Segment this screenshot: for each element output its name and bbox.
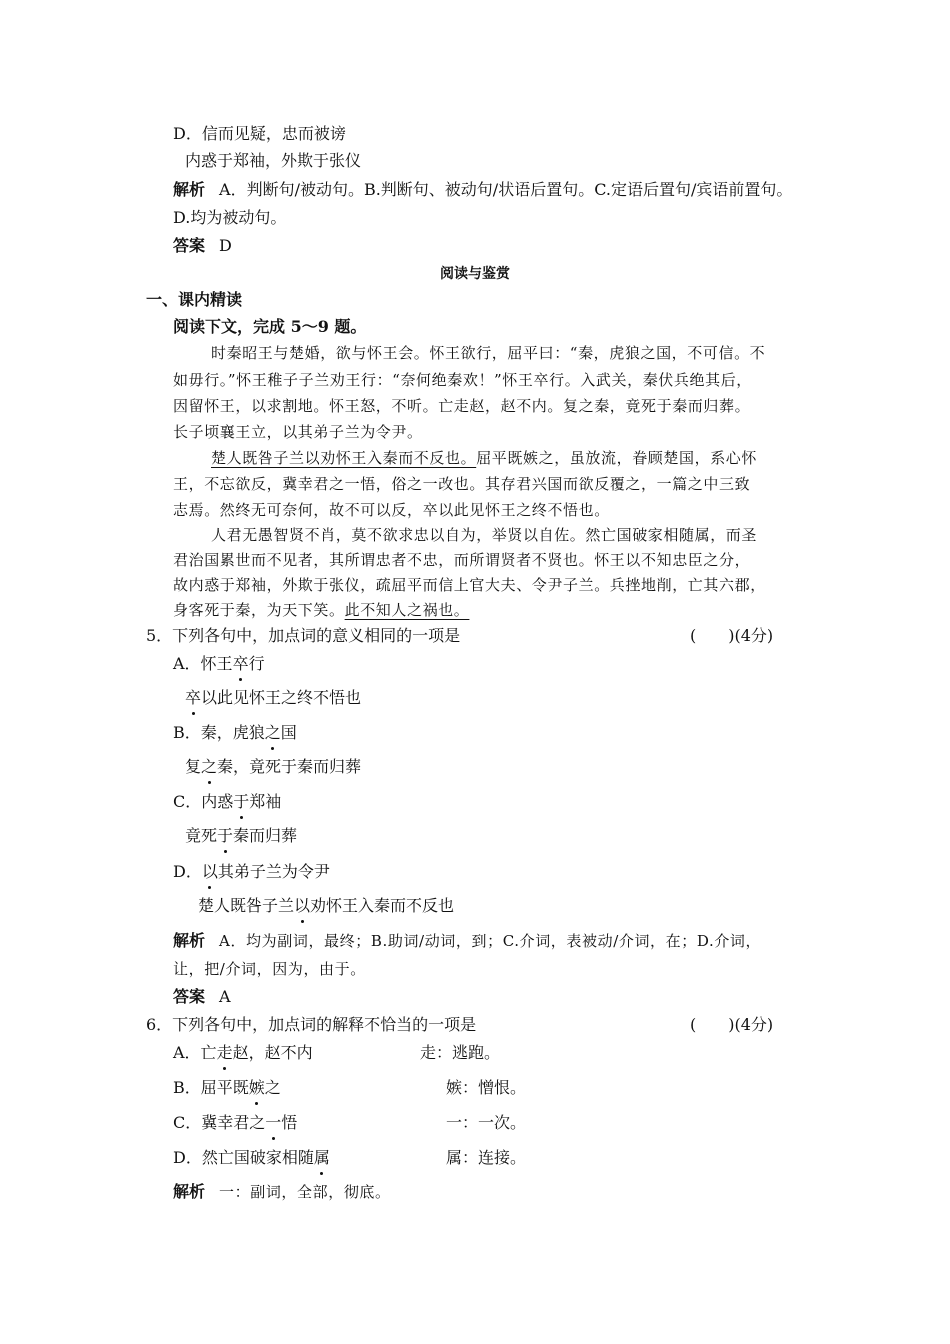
q5-option-d1: D．以其弟子兰为令尹 — [173, 862, 330, 881]
passage-p3-l3: 故内惑于郑袖，外欺于张仪，疏屈平而信上官大夫、令尹子兰。兵挫地削，亡其六郡， — [173, 576, 766, 594]
passage-p2-l3: 志焉。然终无可奈何，故不可以反，卒以此见怀王之终不悟也。 — [173, 501, 610, 519]
q5-option-c1: C．内惑于郑袖 — [173, 792, 282, 811]
q6-gloss-a: 走：逃跑。 — [420, 1043, 501, 1062]
q5-option-b1: B．秦，虎狼之国 — [173, 723, 297, 742]
passage-p2-l1 — [211, 448, 757, 468]
analysis-label: 解析 — [173, 180, 206, 199]
q6-gloss-c: 一：一次。 — [446, 1113, 527, 1132]
q6-stem: 6．下列各句中，加点词的解释不恰当的一项是 — [146, 1015, 477, 1034]
dotted-word: 走 — [216, 1043, 233, 1062]
dotted-word: 于 — [233, 792, 250, 811]
option-d-line2: 内惑于郑袖，外欺于张仪 — [185, 151, 362, 170]
underlined-sentence: 楚人既咎子兰以劝怀王入秦而不反也。 — [211, 449, 477, 467]
q6-option-b: B．屈平既嫉之 — [173, 1078, 281, 1097]
passage-p1-l4: 长子顷襄王立，以其弟子兰为令尹。 — [173, 423, 423, 441]
q6-option-a: A．亡走赵，赵不内 — [173, 1043, 313, 1062]
dotted-word: 一 — [265, 1113, 282, 1132]
dotted-word: 嫉 — [248, 1078, 265, 1097]
instruction: 阅读下文，完成 5～9 题。 — [173, 317, 367, 336]
answer-value: A — [219, 987, 231, 1006]
q5-option-b2: 复之秦，竟死于秦而归葬 — [185, 757, 362, 776]
analysis-text: 一：副词，全部，彻底。 — [219, 1183, 391, 1201]
passage-text: 屈平既嫉之，虽放流，眷顾楚国，系心怀 — [476, 449, 758, 467]
q6-option-c: C．冀幸君之一悟 — [173, 1113, 298, 1132]
q6-gloss-d: 属：连接。 — [446, 1148, 527, 1167]
q6-analysis — [173, 1182, 391, 1202]
passage-p3-l4 — [173, 600, 469, 620]
prev-analysis-line2: D.均为被动句。 — [173, 208, 287, 227]
q5-answer — [173, 987, 231, 1007]
passage-p1-l2: 如毋行。”怀王稚子子兰劝王行：“奈何绝秦欢！”怀王卒行。入武关，秦伏兵绝其后， — [173, 371, 752, 389]
passage-text: 身客死于秦，为天下笑。 — [173, 601, 345, 619]
part-heading: 一、课内精读 — [146, 290, 243, 309]
underlined-sentence: 此不知人之祸也。 — [344, 601, 470, 619]
q5-option-a1: A．怀王卒行 — [173, 654, 265, 673]
passage-p3-l1: 人君无愚智贤不肖，莫不欲求忠以自为，举贤以自佐。然亡国破家相随属，而圣 — [211, 526, 758, 544]
q5-stem: 5．下列各句中，加点词的意义相同的一项是 — [146, 626, 461, 645]
q6-option-d: D．然亡国破家相随属 — [173, 1148, 330, 1167]
dotted-word: 卒 — [185, 688, 202, 707]
answer-value: D — [219, 236, 232, 255]
dotted-word: 之 — [264, 723, 281, 742]
q5-analysis-line1 — [173, 931, 761, 951]
dotted-word: 之 — [201, 757, 218, 776]
passage-p1-l1: 时秦昭王与楚婚，欲与怀王会。怀王欲行，屈平曰：“秦，虎狼之国，不可信。不 — [211, 344, 766, 362]
analysis-text: A．判断句/被动句。B.判断句、被动句/状语后置句。C.定语后置句/宾语前置句。 — [219, 180, 793, 199]
analysis-label: 解析 — [173, 1182, 206, 1201]
q5-option-a2: 卒以此见怀王之终不悟也 — [185, 688, 362, 707]
q5-option-c2: 竟死于秦而归葬 — [185, 826, 298, 845]
q5-option-d2: 楚人既咎子兰以劝怀王入秦而不反也 — [198, 896, 455, 915]
dotted-word: 属 — [313, 1148, 330, 1167]
q6-gloss-b: 嫉：憎恨。 — [446, 1078, 527, 1097]
analysis-label: 解析 — [173, 931, 206, 950]
q5-paren: ( )(4分) — [690, 626, 774, 645]
dotted-word: 于 — [217, 826, 234, 845]
dotted-word: 以 — [294, 896, 311, 915]
answer-label: 答案 — [173, 987, 206, 1006]
dotted-word: 以 — [201, 862, 218, 881]
q6-paren: ( )(4分) — [690, 1015, 774, 1034]
answer-label: 答案 — [173, 236, 206, 255]
q5-analysis-line2: 让，把/介词，因为，由于。 — [173, 960, 366, 978]
dotted-word: 卒 — [232, 654, 249, 673]
prev-analysis-line1 — [173, 180, 792, 200]
section-title: 阅读与鉴赏 — [440, 266, 510, 282]
prev-answer — [173, 236, 232, 256]
option-d-line1: D．信而见疑，忠而被谤 — [173, 124, 346, 143]
passage-p3-l2: 君治国累世而不见者，其所谓忠者不忠，而所谓贤者不贤也。怀王以不知忠臣之分， — [173, 551, 751, 569]
passage-p1-l3: 因留怀王，以求割地。怀王怒，不听。亡走赵，赵不内。复之秦，竟死于秦而归葬。 — [173, 397, 751, 415]
analysis-text: A．均为副词，最终；B.助词/动词，到；C.介词，表被动/介词，在；D.介词， — [219, 932, 762, 950]
passage-p2-l2: 王，不忘欲反，冀幸君之一悟，俗之一改也。其存君兴国而欲反覆之，一篇之中三致 — [173, 475, 751, 493]
